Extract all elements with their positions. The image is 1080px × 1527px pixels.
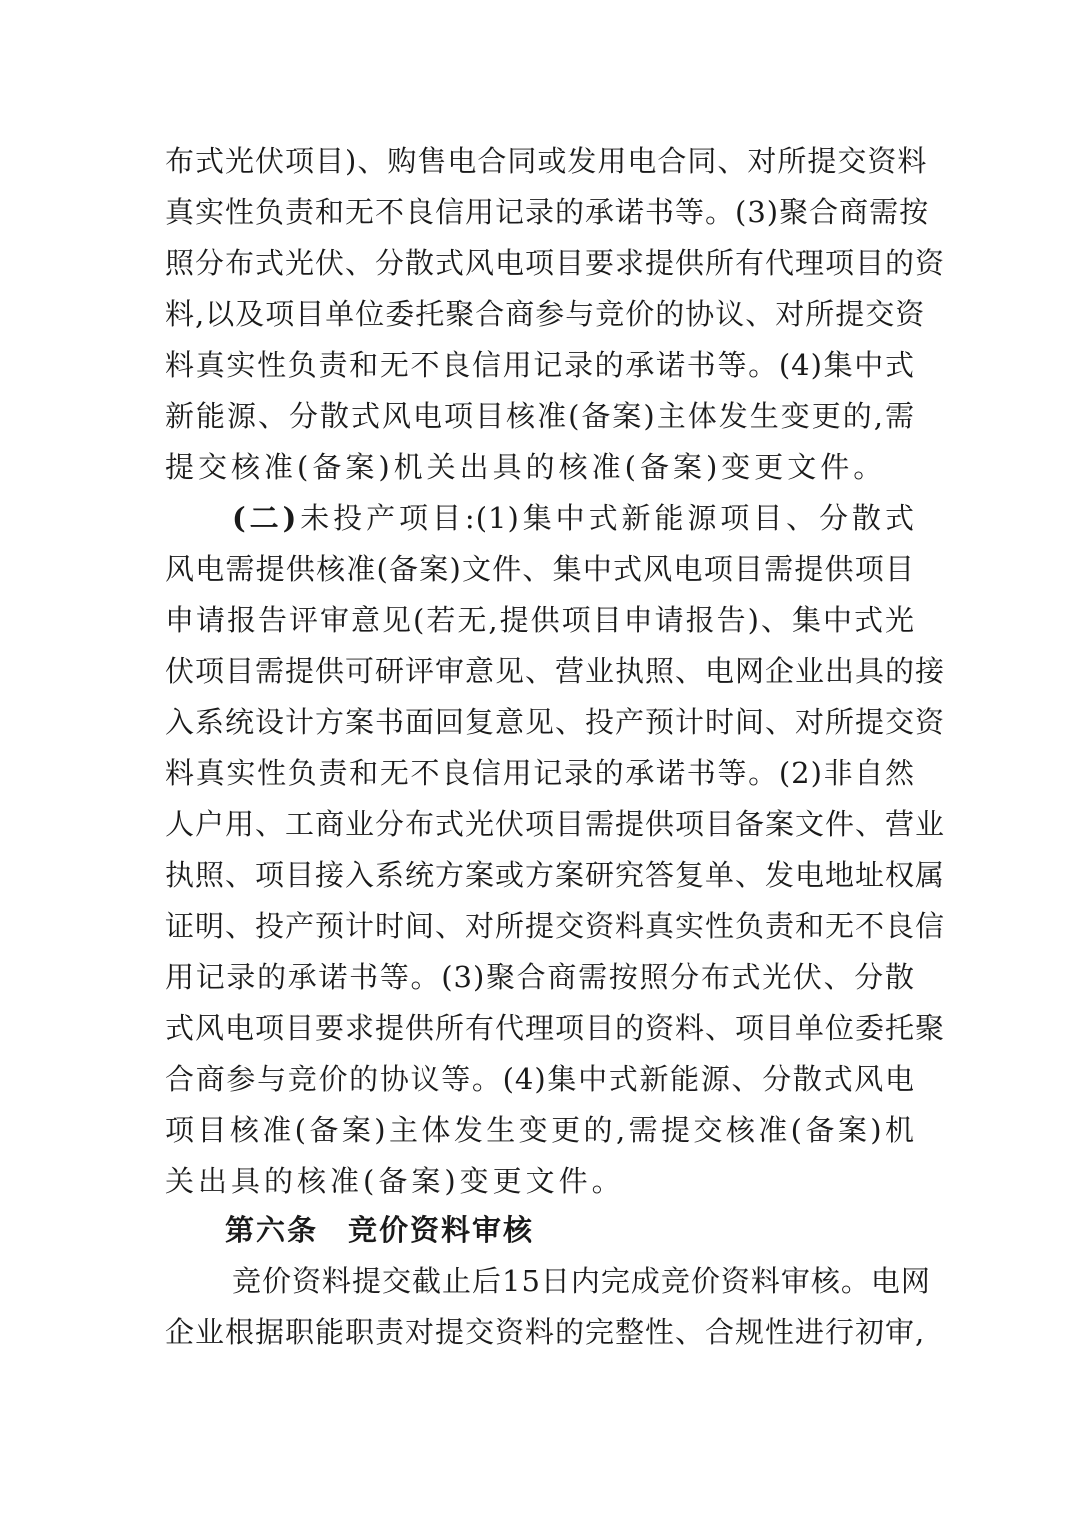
text-line: 风电需提供核准(备案)文件、集中式风电项目需提供项目 (165, 552, 915, 586)
text-line: 企业根据职能职责对提交资料的完整性、合规性进行初审, (165, 1315, 926, 1349)
text-line: 合商参与竞价的协议等。(4)集中式新能源、分散式风电 (165, 1062, 915, 1096)
text-line: 新能源、分散式风电项目核准(备案)主体发生变更的,需 (165, 399, 915, 433)
article-title: 竞价资料审核 (348, 1213, 535, 1247)
text-line: 布式光伏项目)、购售电合同或发用电合同、对所提交资料 (165, 144, 928, 178)
text-line: 人户用、工商业分布式光伏项目需提供项目备案文件、营业 (165, 807, 946, 841)
text-line: 提交核准(备案)机关出具的核准(备案)变更文件。 (165, 450, 887, 484)
subsection-label: (二) (232, 501, 298, 535)
text-line: 关出具的核准(备案)变更文件。 (165, 1164, 625, 1198)
text-line: 申请报告评审意见(若无,提供项目申请报告)、集中式光 (165, 603, 915, 637)
text-line: 证明、投产预计时间、对所提交资料真实性负责和无不良信 (165, 909, 946, 943)
text-line: 料真实性负责和无不良信用记录的承诺书等。(4)集中式 (165, 348, 915, 382)
article-number: 第六条 (225, 1213, 319, 1247)
text-line: 用记录的承诺书等。(3)聚合商需按照分布式光伏、分散 (165, 960, 915, 994)
subsection-first-text: 未投产项目:(1)集中式新能源项目、分散式 (297, 501, 915, 535)
text-line: 执照、项目接入系统方案或方案研究答复单、发电地址权属 (165, 858, 946, 892)
text-line: 式风电项目要求提供所有代理项目的资料、项目单位委托聚 (165, 1011, 946, 1045)
text-line: 料真实性负责和无不良信用记录的承诺书等。(2)非自然 (165, 756, 915, 790)
subsection-first-line (232, 498, 915, 538)
article-heading (225, 1210, 534, 1250)
text-line: 料,以及项目单位委托聚合商参与竞价的协议、对所提交资 (165, 297, 926, 331)
text-line: 入系统设计方案书面回复意见、投产预计时间、对所提交资 (165, 705, 946, 739)
text-line: 项目核准(备案)主体发生变更的,需提交核准(备案)机 (165, 1113, 915, 1147)
text-line: 真实性负责和无不良信用记录的承诺书等。(3)聚合商需按 (165, 195, 930, 229)
text-line: 照分布式光伏、分散式风电项目要求提供所有代理项目的资 (165, 246, 946, 280)
text-line: 竞价资料提交截止后15日内完成竞价资料审核。电网 (232, 1264, 931, 1298)
text-line: 伏项目需提供可研评审意见、营业执照、电网企业出具的接 (165, 654, 946, 688)
